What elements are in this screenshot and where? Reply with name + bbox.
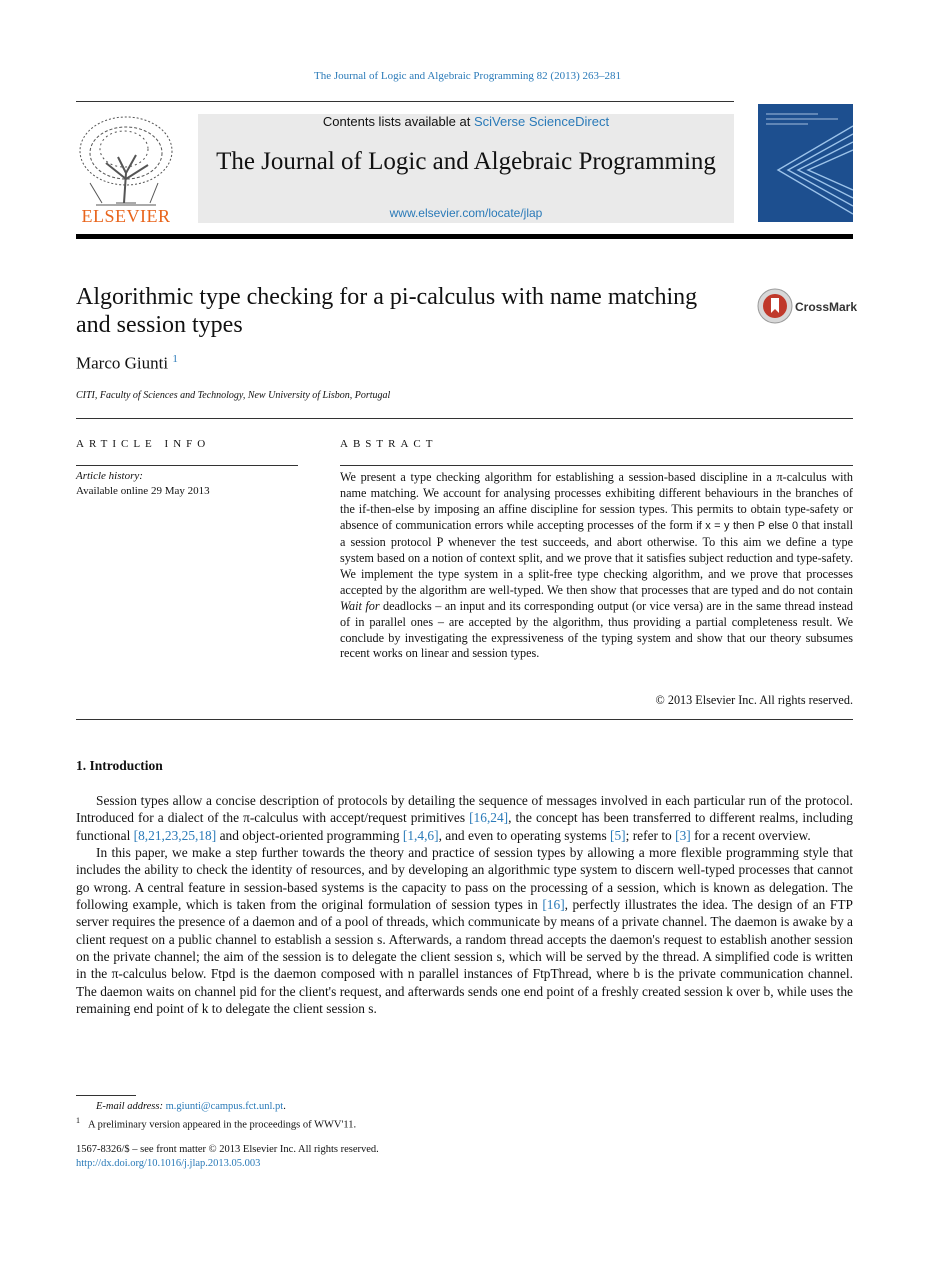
citation-link[interactable]: [5] xyxy=(610,827,626,843)
intro-p1-text-b: , the concept has been transferred to different realms, including functional xyxy=(76,810,854,843)
citation-link[interactable]: [1,4,6] xyxy=(402,827,439,843)
journal-title: The Journal of Logic and Algebraic Programming xyxy=(216,148,716,175)
intro-p2-text-a: In this paper, we make a step further towards the theory and practice of session types by allowing a more flexible programming style that includes the ability to check the identity of resources, and by developing an algorithmic type system to discern well-typed processes that cannot go wrong. A central feature in session-based systems is the capacity to pass on the processing of a session, which is known as delegation. The following example, which is taken from the original formulation of session types in xyxy=(76,845,853,913)
cover-chevron-graphic xyxy=(758,104,853,222)
intro-paragraph-1 xyxy=(76,792,853,844)
available-online-date: Available online 29 May 2013 xyxy=(76,485,210,497)
elsevier-logo-text: ELSEVIER xyxy=(81,206,171,226)
author-affiliation: CITI, Faculty of Sciences and Technology, New University of Lisbon, Portugal xyxy=(76,390,391,401)
citation-link[interactable]: [16] xyxy=(542,897,565,913)
footnote-1-mark: 1 xyxy=(76,1116,80,1125)
intro-p1-text-d: , and even to operating systems xyxy=(438,827,611,843)
intro-p1-text-f: for a recent overview. xyxy=(690,827,811,843)
introduction-body xyxy=(76,792,853,1017)
abstract-rule xyxy=(340,465,853,466)
intro-p1-text-a: Session types allow a concise description of protocols by detailing the sequence of messages involved in each particular run of the protocol. Introduced for a dialect of the π-calculus with accept/request primitives xyxy=(76,793,853,826)
author-name-text: Marco Giunti xyxy=(76,353,169,373)
citation-link[interactable]: [8,21,23,25,18] xyxy=(133,827,217,843)
intro-p1-text-c: and object-oriented programming xyxy=(216,827,403,843)
abstract-part-1: We present a type checking algorithm for establishing a session-based discipline in a π-calculus with name matching. We account for analysing processes exhibiting different behaviours in the branches of the if-then-else by imposing an affine discipline for session types. This permits to obtain type-safety or absence of communication errors while accepting processes of the form xyxy=(340,470,853,532)
author-email-link[interactable]: m.giunti@campus.fct.unl.pt xyxy=(165,1101,284,1112)
abstract-part-2: that install a session protocol P whenever the test succeeds, and abort otherwise. To this aim we define a type system based on a notion of context split, and we prove that it satisfies subject reduction and type-safety. We implement the type system in a split-free type checking algorithm, and we prove that processes accepted by the algorithm are well-typed. We then show that processes that are typed and do not contain xyxy=(340,517,853,597)
citation-link[interactable]: [16,24] xyxy=(469,810,509,826)
abstract-expression: if x = y then P else 0 xyxy=(696,519,799,532)
sciencedirect-link[interactable]: SciVerse ScienceDirect xyxy=(473,114,610,129)
intro-paragraph-2 xyxy=(76,844,853,1017)
footnote-rule xyxy=(76,1095,136,1096)
intro-p2-text-b: , perfectly illustrates the idea. The design of an FTP server requires the presence of a daemon and of a pool of threads, which communicate by means of a private channel. The daemon is awake by a client request on a public channel to establish a session s. Afterwards, a random thread accepts the daemon's request to establish another session on the private channel; the aim of the session is to delegate the client session s, which will be served by the thread. A simplified code is written in the π-calculus below. Ftpd is the daemon composed with n parallel instances of FtpThread, where b is the private communication channel. The daemon waits on channel pid for the client's request, and afterwards sends one end point of a freshly created session k over b, while uses the remaining end point of k to delegate the client session s. xyxy=(76,897,853,1017)
abstract-part-3: deadlocks – an input and its corresponding output (or vice versa) are in the same thread instead of in parallel ones – are accepted by the algorithm, thus providing a partial completeness result. We conclude by investigating the expressiveness of the typing system and show that our theory subsumes recent works on linear and session types. xyxy=(340,598,854,661)
footnote-1 xyxy=(76,1116,356,1131)
front-matter-line: 1567-8326/$ – see front matter © 2013 Elsevier Inc. All rights reserved. xyxy=(76,1144,379,1155)
abstract-bottom-rule xyxy=(76,719,853,720)
author-footnote-mark[interactable]: 1 xyxy=(172,353,178,365)
abstract-heading: ABSTRACT xyxy=(340,438,438,450)
abstract-wait-for: Wait for xyxy=(340,598,380,613)
intro-p1-text-e: ; refer to xyxy=(625,827,676,843)
introduction-heading: 1. Introduction xyxy=(76,758,163,773)
article-title: Algorithmic type checking for a pi-calculus with name matching and session types xyxy=(76,284,698,338)
author-name xyxy=(76,353,178,374)
abstract-copyright: © 2013 Elsevier Inc. All rights reserved. xyxy=(655,693,853,707)
email-footnote: E-mail address: m.giunti@campus.fct.unl.pt. xyxy=(96,1101,286,1112)
abstract-text xyxy=(340,470,853,662)
article-history-label: Article history: xyxy=(76,470,143,482)
article-info-heading: ARTICLE INFO xyxy=(76,438,211,450)
section-rule xyxy=(76,418,853,419)
article-info-rule xyxy=(76,465,298,466)
footnote-1-text: A preliminary version appeared in the proceedings of WWV'11. xyxy=(88,1119,357,1131)
contents-line xyxy=(198,114,734,129)
citation-link[interactable]: [3] xyxy=(675,827,691,843)
header-bottom-rule xyxy=(76,234,853,239)
journal-reference[interactable]: The Journal of Logic and Algebraic Programming 82 (2013) 263–281 xyxy=(313,70,622,82)
crossmark-label[interactable]: CrossMark xyxy=(795,300,858,314)
journal-cover-image xyxy=(758,104,853,222)
header-top-rule xyxy=(76,101,734,102)
contents-prefix: Contents lists available at xyxy=(322,114,471,129)
doi-link[interactable]: http://dx.doi.org/10.1016/j.jlap.2013.05.003 xyxy=(76,1158,261,1169)
journal-url-link[interactable]: www.elsevier.com/locate/jlap xyxy=(389,206,543,220)
email-label: E-mail address: xyxy=(96,1101,163,1112)
